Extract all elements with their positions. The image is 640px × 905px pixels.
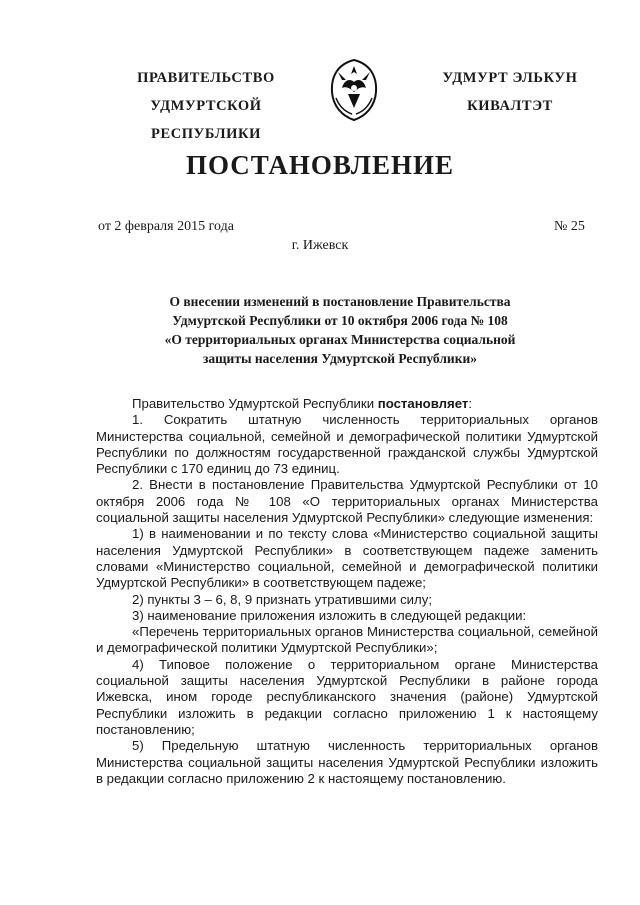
paragraph-2: 2. Внести в постановление Правительства Удмуртской Республики от 10 октября 2006 года № 108 «О территориальных органах Министерства социальной защиты населения Удмуртской Республики» следующие изменения: <box>96 477 598 526</box>
paragraph-2-item-3: 3) наименование приложения изложить в следующей редакции: <box>132 607 527 623</box>
header-left-org <box>96 64 316 148</box>
subject-line: защиты населения Удмуртской Республики» <box>202 351 478 366</box>
subject-line: «О территориальных органах Министерства социальной <box>164 332 516 347</box>
document-date: от 2 февраля 2015 года <box>98 219 234 234</box>
intro-colon: : <box>468 396 473 411</box>
header-left-line2: УДМУРТСКОЙ РЕСПУБЛИКИ <box>150 98 262 142</box>
document-subject <box>100 292 580 368</box>
document-number: № 25 <box>554 219 585 234</box>
intro-decree-word: постановляет <box>377 396 469 411</box>
paragraph-1: 1. Сократить штатную численность территориальных органов Министерства социальной, семейной и демографической политики Удмуртской Республики по должностям государственной гражданской службы Удмуртской Республики с 170 единиц до 73 единиц. <box>96 412 598 477</box>
paragraph-2-item-5: 5) Предельную штатную численность территориальных органов Министерства социальной защиты населения Удмуртской Республики изложить в редакции согласно приложению 2 к настоящему постановлению. <box>96 738 598 786</box>
paragraph-2-item-4: 4) Типовое положение о территориальном органе Министерства социальной защиты населения Удмуртской Республики в районе города Ижевска, ином городе республиканского значения (районе) Удмуртской Республики изложить в редакции согласно приложению 1 к настоящему постановлению; <box>96 656 598 737</box>
paragraph-2-item-2: 2) пункты 3 – 6, 8, 9 признать утратившими силу; <box>132 591 432 607</box>
subject-line: О внесении изменений в постановление Правительства <box>169 294 511 309</box>
header-left-line1: ПРАВИТЕЛЬСТВО <box>137 70 275 86</box>
paragraph-2-item-1: 1) в наименовании и по тексту слова «Министерство социальной защиты населения Удмуртской Республики» в соответствующем падеже заменить словами «Министерство социальной, семейной и демографической политики Удмуртской Республики» в соответствующем падеже; <box>96 526 598 591</box>
document-city: г. Ижевск <box>291 238 349 253</box>
header-right-org <box>420 64 600 120</box>
paragraph-2-item-3-quote: «Перечень территориальных органов Министерства социальной, семейной и демографической политики Удмуртской Республики»; <box>96 624 598 656</box>
intro-text: Правительство Удмуртской Республики <box>132 396 378 411</box>
document-title: ПОСТАНОВЛЕНИЕ <box>185 150 455 180</box>
coat-of-arms-icon <box>328 58 380 122</box>
header-right-line2: КИВАЛТЭТ <box>467 98 553 114</box>
subject-line: Удмуртской Республики от 10 октября 2006 года № 108 <box>172 313 508 328</box>
header-right-line1: УДМУРТ ЭЛЬКУН <box>442 70 578 86</box>
document-body <box>96 396 598 787</box>
intro-paragraph <box>96 396 598 412</box>
